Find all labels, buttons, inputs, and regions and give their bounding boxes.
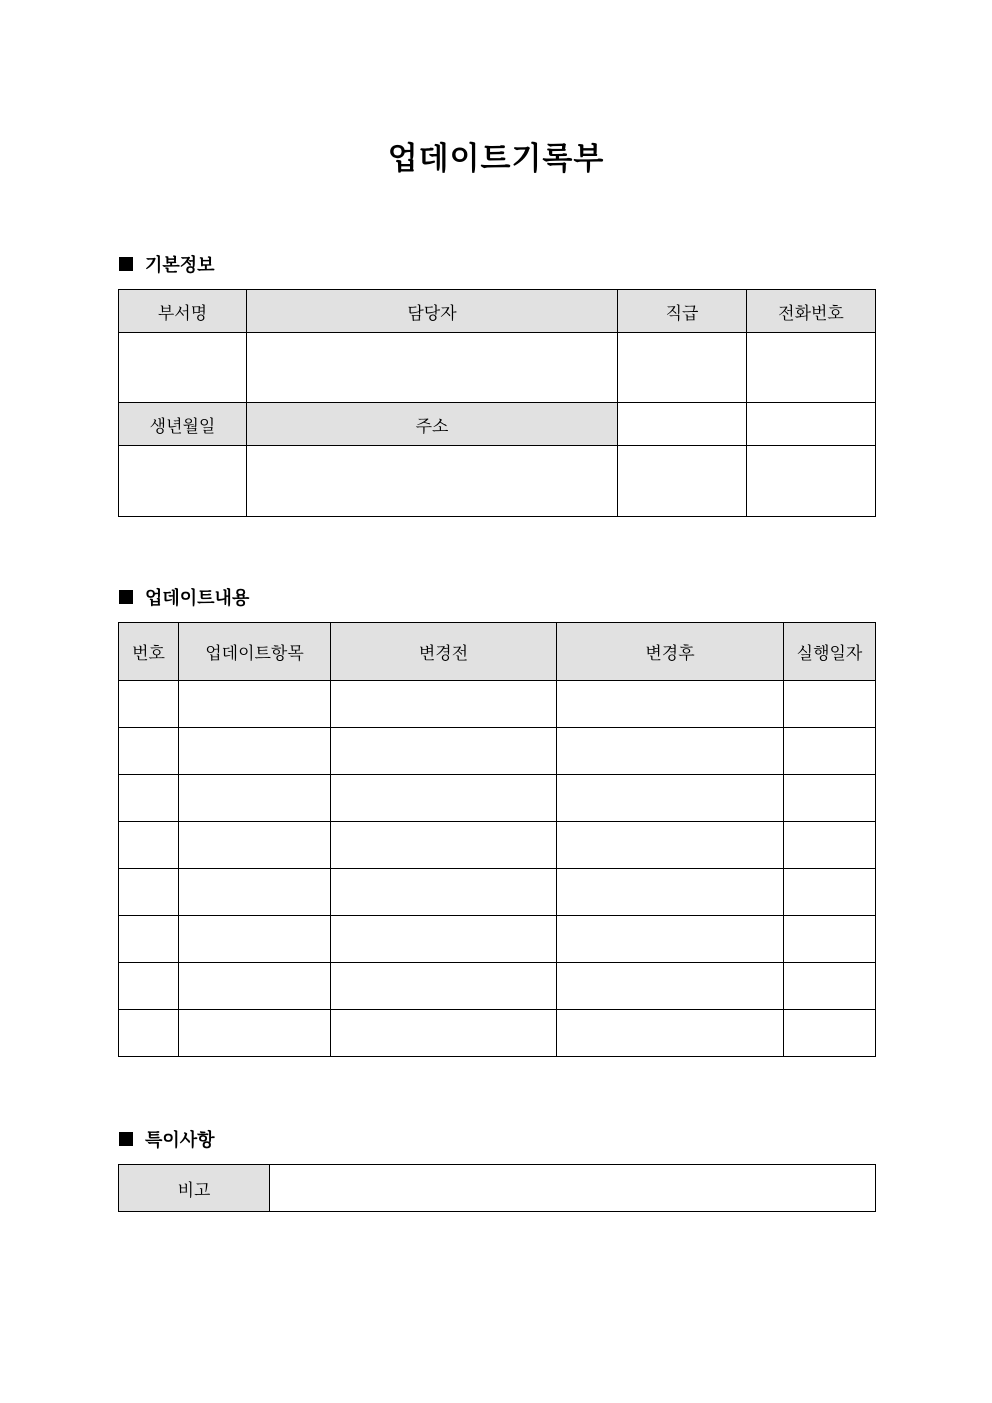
black-square-icon (119, 257, 133, 271)
number-field[interactable] (119, 775, 179, 822)
execution-date-field[interactable] (784, 681, 876, 728)
header-after-change: 변경후 (557, 623, 784, 681)
after-change-field[interactable] (557, 1010, 784, 1057)
number-field[interactable] (119, 963, 179, 1010)
blank-cell[interactable] (618, 446, 747, 517)
number-field[interactable] (119, 728, 179, 775)
before-change-field[interactable] (331, 822, 557, 869)
header-before-change: 변경전 (331, 623, 557, 681)
table-row (119, 681, 876, 728)
section-heading-update-content (119, 585, 249, 609)
before-change-field[interactable] (331, 1010, 557, 1057)
black-square-icon (119, 590, 133, 604)
update-item-field[interactable] (179, 869, 331, 916)
basic-info-header-row (119, 290, 876, 333)
number-field[interactable] (119, 869, 179, 916)
before-change-field[interactable] (331, 916, 557, 963)
before-change-field[interactable] (331, 681, 557, 728)
department-field[interactable] (119, 333, 247, 403)
execution-date-field[interactable] (784, 916, 876, 963)
blank-cell[interactable] (747, 446, 876, 517)
execution-date-field[interactable] (784, 775, 876, 822)
number-field[interactable] (119, 1010, 179, 1057)
black-square-icon (119, 1132, 133, 1146)
update-content-table (118, 622, 876, 1057)
execution-date-field[interactable] (784, 728, 876, 775)
blank-cell[interactable] (747, 403, 876, 446)
after-change-field[interactable] (557, 822, 784, 869)
update-item-field[interactable] (179, 775, 331, 822)
update-item-field[interactable] (179, 963, 331, 1010)
header-birthdate: 생년월일 (119, 403, 247, 446)
number-field[interactable] (119, 681, 179, 728)
header-number: 번호 (119, 623, 179, 681)
table-row (119, 822, 876, 869)
execution-date-field[interactable] (784, 963, 876, 1010)
before-change-field[interactable] (331, 775, 557, 822)
section-heading-label: 기본정보 (145, 255, 215, 276)
remarks-field[interactable] (270, 1165, 876, 1212)
basic-info-header-row-2 (119, 403, 876, 446)
before-change-field[interactable] (331, 869, 557, 916)
position-field[interactable] (618, 333, 747, 403)
after-change-field[interactable] (557, 681, 784, 728)
execution-date-field[interactable] (784, 1010, 876, 1057)
before-change-field[interactable] (331, 728, 557, 775)
table-row (119, 728, 876, 775)
after-change-field[interactable] (557, 916, 784, 963)
before-change-field[interactable] (331, 963, 557, 1010)
table-row (119, 869, 876, 916)
section-heading-remarks (119, 1127, 215, 1151)
after-change-field[interactable] (557, 963, 784, 1010)
header-address: 주소 (247, 403, 618, 446)
update-item-field[interactable] (179, 728, 331, 775)
header-phone: 전화번호 (747, 290, 876, 333)
after-change-field[interactable] (557, 869, 784, 916)
remarks-label: 비고 (119, 1165, 270, 1212)
header-update-item: 업데이트항목 (179, 623, 331, 681)
update-item-field[interactable] (179, 822, 331, 869)
address-field[interactable] (247, 446, 618, 517)
header-manager: 담당자 (247, 290, 618, 333)
table-row (119, 775, 876, 822)
remarks-row (119, 1165, 876, 1212)
update-item-field[interactable] (179, 1010, 331, 1057)
after-change-field[interactable] (557, 775, 784, 822)
blank-cell[interactable] (618, 403, 747, 446)
update-item-field[interactable] (179, 681, 331, 728)
manager-field[interactable] (247, 333, 618, 403)
after-change-field[interactable] (557, 728, 784, 775)
phone-field[interactable] (747, 333, 876, 403)
update-item-field[interactable] (179, 916, 331, 963)
section-heading-label: 특이사항 (145, 1130, 215, 1151)
execution-date-field[interactable] (784, 869, 876, 916)
header-position: 직급 (618, 290, 747, 333)
birthdate-field[interactable] (119, 446, 247, 517)
table-row (119, 1010, 876, 1057)
remarks-table (118, 1164, 876, 1212)
page-title: 업데이트기록부 (387, 141, 605, 177)
section-heading-basic-info (119, 252, 215, 276)
header-execution-date: 실행일자 (784, 623, 876, 681)
header-department: 부서명 (119, 290, 247, 333)
table-row (119, 963, 876, 1010)
basic-info-value-row (119, 333, 876, 403)
execution-date-field[interactable] (784, 822, 876, 869)
basic-info-value-row-2 (119, 446, 876, 517)
table-row (119, 916, 876, 963)
number-field[interactable] (119, 916, 179, 963)
number-field[interactable] (119, 822, 179, 869)
basic-info-table (118, 289, 876, 517)
update-header-row (119, 623, 876, 681)
section-heading-label: 업데이트내용 (145, 588, 250, 609)
